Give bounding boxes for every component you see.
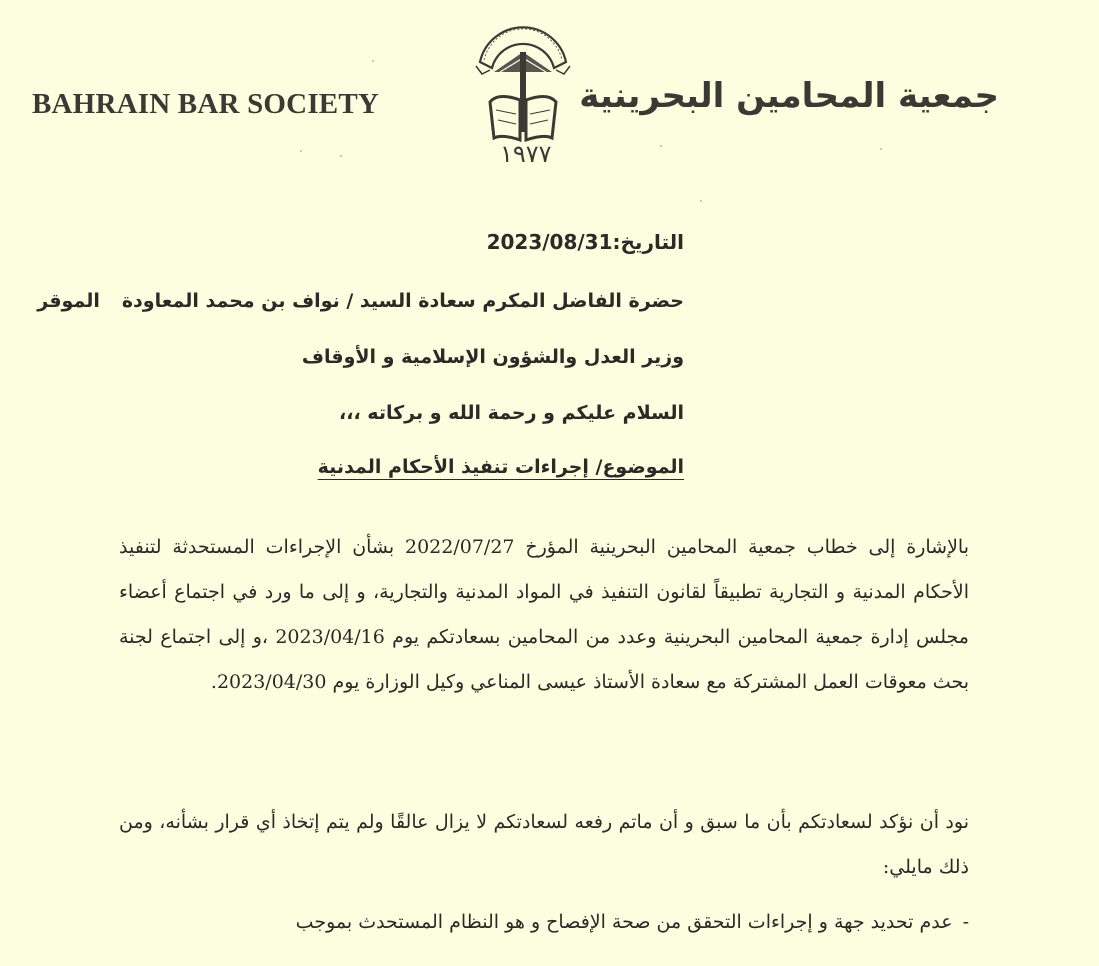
greeting: السلام عليكم و رحمة الله و بركاته ،،، xyxy=(339,402,684,424)
logo-year: ١٩٧٧ xyxy=(500,140,552,168)
scan-speck xyxy=(880,148,882,150)
subject-line: الموضوع/ إجراءات تنفيذ الأحكام المدنية xyxy=(317,456,684,478)
addressee-name: حضرة الفاضل المكرم سعادة السيد / نواف بن محمد المعاودة xyxy=(121,290,684,312)
scan-speck xyxy=(300,150,302,152)
bullet-text: عدم تحديد جهة و إجراءات التحقق من صحة الإفصاح و هو النظام المستحدث بموجب xyxy=(295,911,953,933)
addressee-title: وزير العدل والشؤون الإسلامية و الأوقاف xyxy=(301,346,684,368)
body-paragraph-2: نود أن نؤكد لسعادتكم بأن ما سبق و أن ماتم رفعه لسعادتكم لا يزال عالقًا ولم يتم إتخاذ أي قرار بشأنه، ومن ذلك مايلي: xyxy=(119,811,969,878)
scan-speck xyxy=(372,60,374,62)
addressee-line xyxy=(37,290,684,312)
letter-date xyxy=(487,230,684,254)
date-value: 2023/08/31 xyxy=(486,230,613,254)
bullet-marker: - xyxy=(962,911,969,933)
addressee-honorific: الموقر xyxy=(37,290,100,312)
org-name-arabic: جمعية المحامين البحرينية xyxy=(579,76,999,116)
scan-speck xyxy=(700,200,702,202)
scan-speck xyxy=(660,145,662,147)
date-label: التاريخ: xyxy=(612,230,684,254)
body-paragraph-1: بالإشارة إلى خطاب جمعية المحامين البحرينية المؤرخ 2022/07/27 بشأن الإجراءات المستحدثة لتنفيذ الأحكام المدنية و التجارية تطبيقاً لقانون التنفيذ في المواد المدنية والتجارية، و إلى ما ورد في اجتماع أعضاء مجلس إدارة جمعية المحامين البحرينية وعدد من المحامين بسعادتكم يوم 2023/04/16 ،و إلى اجتماع لجنة بحث معوقات العمل المشتركة مع سعادة الأستاذ عيسى المناعي وكيل الوزارة يوم 2023/04/30. xyxy=(119,536,969,693)
org-name-english: BAHRAIN BAR SOCIETY xyxy=(32,88,380,120)
scan-speck xyxy=(340,155,342,157)
bullet-item xyxy=(119,900,969,945)
